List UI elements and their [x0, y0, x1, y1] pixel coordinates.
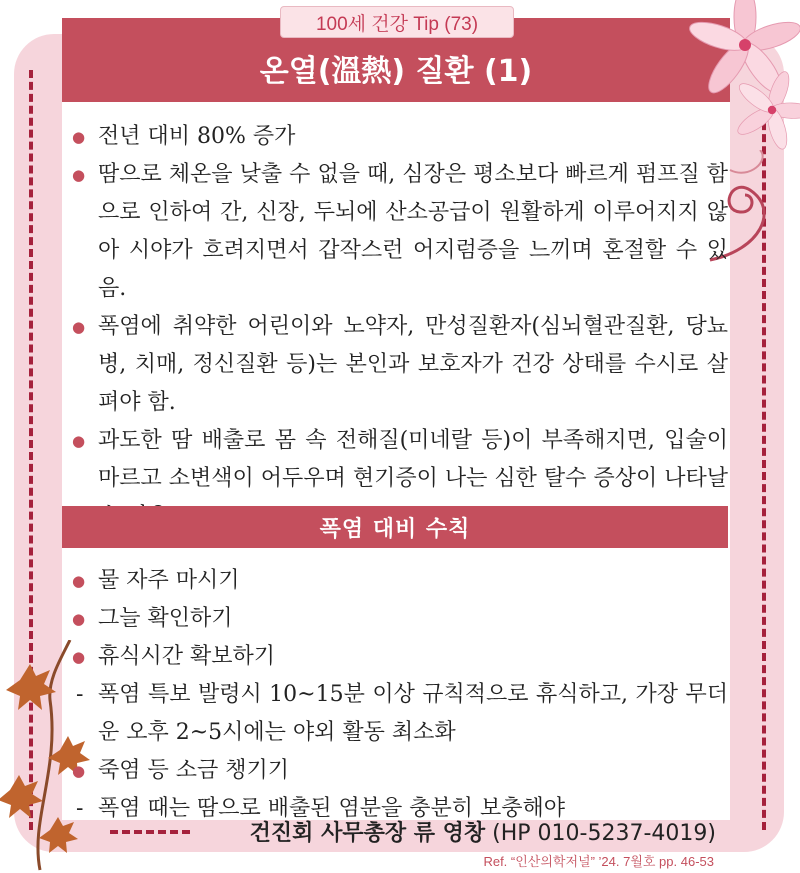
dashed-border-bottom	[110, 830, 190, 834]
list-item: ● 그늘 확인하기	[72, 600, 728, 638]
author-name: 건진회 사무총장 류 영창	[249, 821, 486, 846]
list-subitem: - 폭염 특보 발령시 10~15분 이상 규칙적으로 휴식하고, 가장 무더운 오후 2~5시에는 야외 활동 최소화	[72, 676, 728, 752]
list-item: ● 물 자주 마시기	[72, 562, 728, 600]
list-item: ● 폭염에 취약한 어린이와 노약자, 만성질환자(심뇌혈관질환, 당뇨병, 치매, 정신질환 등)는 본인과 보호자가 건강 상태를 수시로 살펴야 함.	[72, 308, 728, 422]
list-item: ● 땀으로 체온을 낮출 수 없을 때, 심장은 평소보다 빠르게 펌프질 함으로 인하여 간, 신장, 두뇌에 산소공급이 원활하게 이루어지지 않아 시야가 흐려지면서 갑작스런 어지럼증을 느끼며 혼절할 수 있음.	[72, 156, 728, 308]
symptom-list	[72, 118, 728, 536]
list-subitem: - 폭염 때는 땀으로 배출된 염분을 충분히 보충해야	[72, 790, 728, 828]
tip-series-label: 100세 건강 Tip (73)	[280, 6, 514, 38]
list-item: ● 휴식시간 확보하기	[72, 638, 728, 676]
page-title: 온열(溫熱) 질환 (1)	[259, 54, 533, 89]
reference-note: Ref. “인산의학저널” ’24. 7월호 pp. 46-53	[483, 854, 714, 869]
list-item: ● 과도한 땀 배출로 몸 속 전해질(미네랄 등)이 부족해지면, 입술이 마르고 소변색이 어두우며 현기증이 나는 심한 탈수 증상이 나타날	[72, 422, 728, 536]
lily-flower-icon	[650, 0, 800, 150]
list-item: ● 죽염 등 소금 챙기기	[72, 752, 728, 790]
prevention-list	[72, 562, 728, 828]
section-title: 폭염 대비 수칙	[319, 516, 471, 542]
section-banner	[62, 506, 728, 548]
author-credit	[250, 816, 716, 847]
author-phone: (HP 010-5237-4019)	[492, 821, 716, 846]
list-item: ● 전년 대비 80% 증가	[72, 118, 728, 156]
